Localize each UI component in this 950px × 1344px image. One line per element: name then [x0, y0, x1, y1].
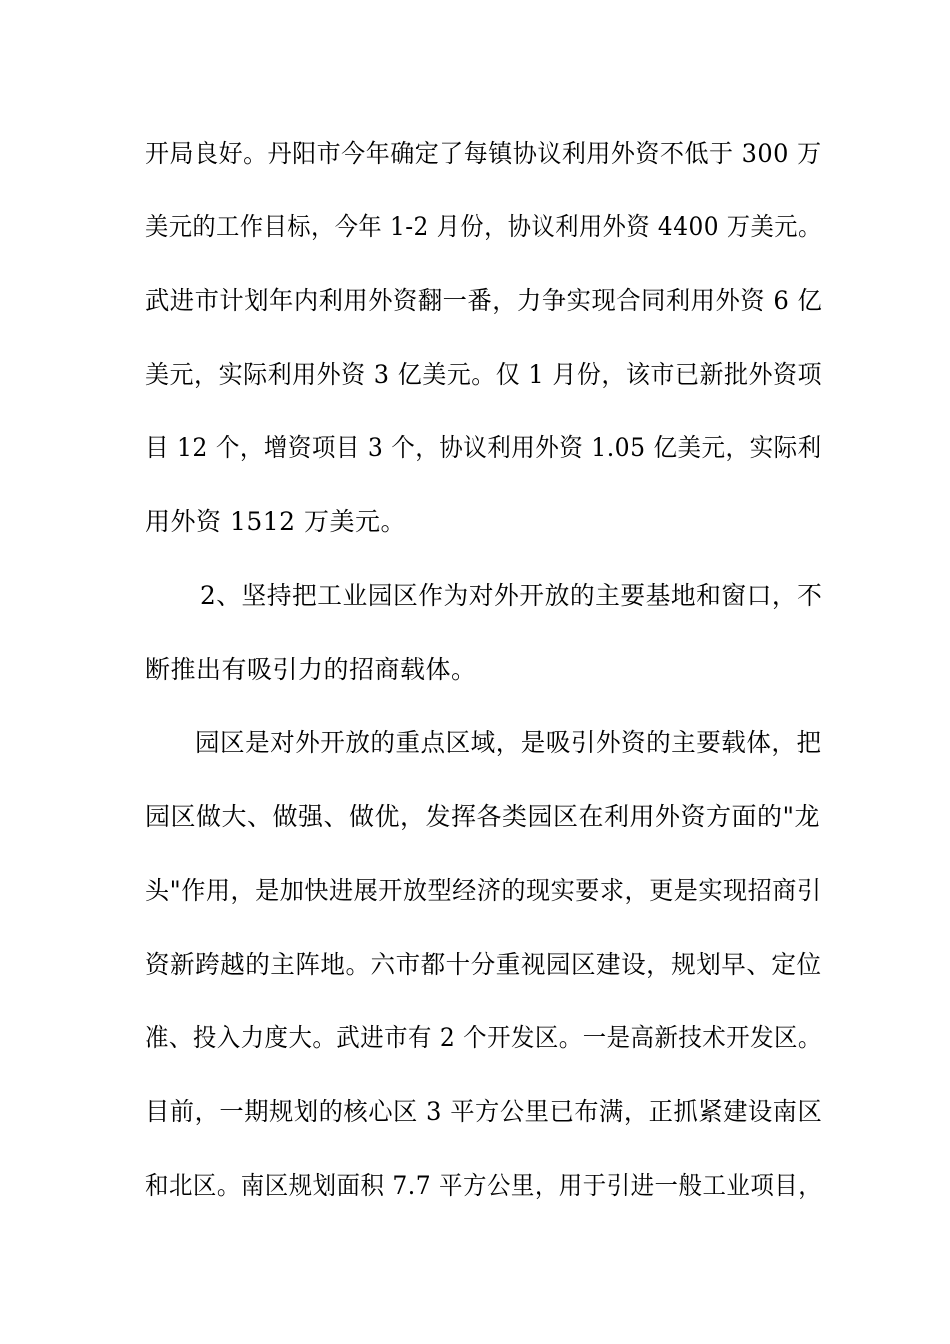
text-line: 用外资 1512 万美元。 [145, 507, 407, 536]
text-line: 园区做大、做强、做优，发挥各类园区在利用外资方面的"龙 [145, 802, 821, 831]
text-line: 准、投入力度大。武进市有 2 个开发区。一是高新技术开发区。 [145, 1023, 822, 1052]
section-heading-line: 断推出有吸引力的招商载体。 [145, 655, 477, 684]
text-line: 和北区。南区规划面积 7.7 平方公里，用于引进一般工业项目， [145, 1171, 823, 1200]
section-heading-line: 2、坚持把工业园区作为对外开放的主要基地和窗口，不 [200, 581, 823, 610]
text-line: 美元，实际利用外资 3 亿美元。仅 1 月份，该市已新批外资项 [145, 360, 823, 389]
text-line: 美元的工作目标，今年 1-2 月份，协议利用外资 4400 万美元。 [145, 212, 822, 241]
paragraph-first-line: 园区是对外开放的重点区域，是吸引外资的主要载体，把 [195, 728, 822, 757]
text-line: 武进市计划年内利用外资翻一番，力争实现合同利用外资 6 亿 [145, 286, 823, 315]
text-line: 开局良好。丹阳市今年确定了每镇协议利用外资不低于 300 万 [145, 139, 822, 168]
text-line: 资新跨越的主阵地。六市都十分重视园区建设，规划早、定位 [145, 950, 822, 979]
text-line: 目前，一期规划的核心区 3 平方公里已布满，正抓紧建设南区 [145, 1097, 823, 1126]
text-line: 目 12 个，增资项目 3 个，协议利用外资 1.05 亿美元，实际利 [145, 433, 822, 462]
text-line: 头"作用，是加快进展开放型经济的现实要求，更是实现招商引 [145, 876, 822, 905]
